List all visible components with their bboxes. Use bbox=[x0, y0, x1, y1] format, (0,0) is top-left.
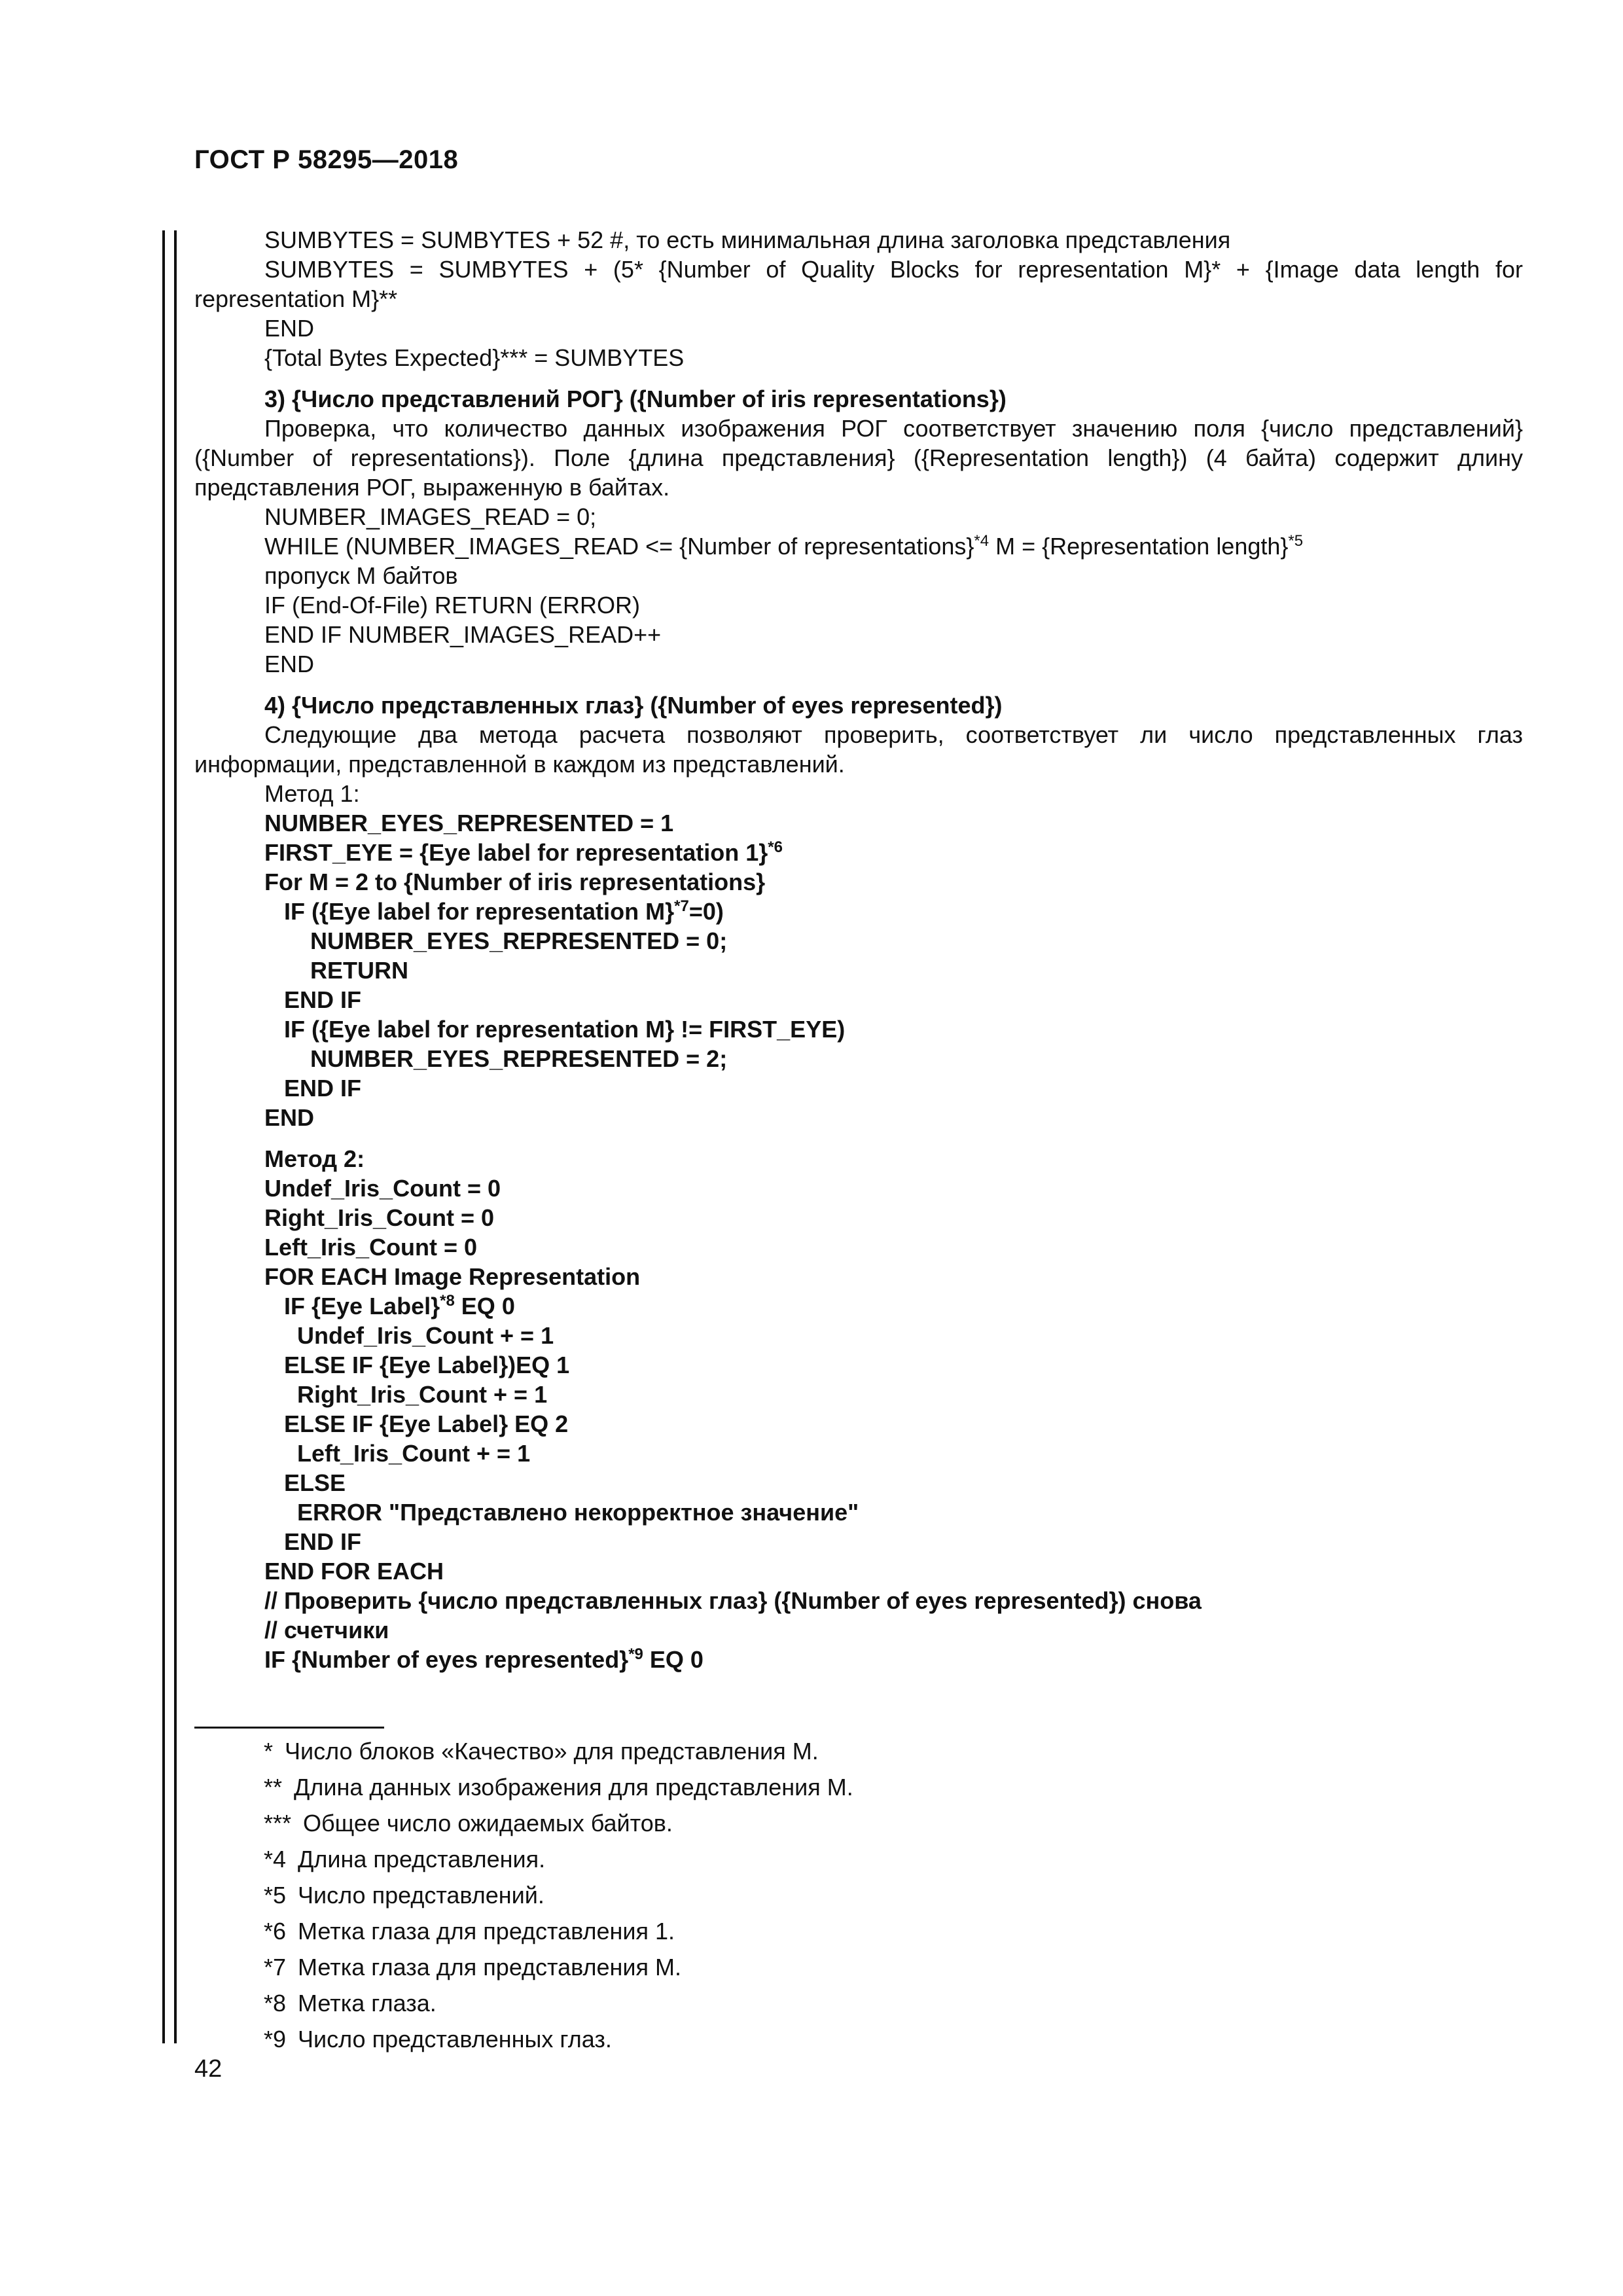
method-label: Метод 2: bbox=[264, 1145, 365, 1172]
footnote bbox=[264, 1769, 853, 1805]
code-line bbox=[194, 897, 1523, 926]
footnote-mark: *6 bbox=[264, 1918, 287, 1945]
footnote-mark: *** bbox=[264, 1810, 292, 1837]
footnote bbox=[264, 1949, 853, 1985]
code-text: IF {Eye Label} bbox=[264, 1293, 440, 1319]
code-text: IF ({Eye label for representation M} bbox=[264, 898, 675, 925]
code-line: {Total Bytes Expected}*** = SUMBYTES bbox=[264, 344, 685, 371]
code-line: END FOR EACH bbox=[264, 1558, 444, 1585]
code-line bbox=[194, 1291, 1523, 1321]
footnote-text: Число представленных глаз. bbox=[298, 2026, 612, 2053]
footnote-text: Метка глаза. bbox=[298, 1990, 437, 2017]
footnote-text: Число представлений. bbox=[298, 1882, 544, 1909]
code-line: END IF NUMBER_IMAGES_READ++ bbox=[264, 621, 662, 648]
footnote bbox=[264, 1733, 853, 1769]
code-line: // Проверить {число представленных глаз} ({Number of eyes represented}) снова bbox=[264, 1587, 1202, 1614]
change-bar-left bbox=[162, 230, 165, 2043]
code-line: Right_Iris_Count = 0 bbox=[264, 1204, 495, 1231]
code-text: EQ 0 bbox=[454, 1293, 515, 1319]
footnote-text: Число блоков «Качество» для представления M. bbox=[285, 1738, 819, 1765]
change-bar-right bbox=[174, 230, 177, 2043]
footnote-mark: *5 bbox=[264, 1882, 287, 1909]
footnote bbox=[264, 1877, 853, 1913]
code-line: ELSE bbox=[264, 1469, 346, 1496]
code-line: RETURN bbox=[264, 957, 409, 984]
code-line: NUMBER_EYES_REPRESENTED = 1 bbox=[264, 810, 674, 836]
footnote-mark: * bbox=[264, 1738, 274, 1765]
code-line: // счетчики bbox=[264, 1617, 389, 1643]
footnote-ref: *9 bbox=[628, 1645, 643, 1663]
code-line: Left_Iris_Count + = 1 bbox=[264, 1440, 531, 1467]
page-number: 42 bbox=[194, 2055, 223, 2083]
code-text: WHILE (NUMBER_IMAGES_READ <= {Number of representations} bbox=[264, 533, 974, 560]
code-line: ERROR "Представлено некорректное значение" bbox=[264, 1499, 859, 1526]
footnote-ref: *8 bbox=[440, 1292, 455, 1310]
code-line: END bbox=[264, 1104, 315, 1131]
footnote-separator bbox=[194, 1727, 384, 1729]
footnotes bbox=[264, 1733, 853, 2057]
code-line: IF (End-Of-File) RETURN (ERROR) bbox=[264, 592, 640, 619]
code-line bbox=[194, 1645, 1523, 1674]
code-line: Right_Iris_Count + = 1 bbox=[264, 1381, 548, 1408]
section-heading: 3) {Число представлений РОГ} ({Number of iris representations}) bbox=[264, 386, 1007, 412]
code-line: END IF bbox=[264, 1528, 362, 1555]
footnote-mark: *8 bbox=[264, 1990, 287, 2017]
code-line: END bbox=[264, 651, 315, 677]
code-line: пропуск M байтов bbox=[264, 562, 458, 589]
footnote-mark: *7 bbox=[264, 1954, 287, 1981]
code-line: END IF bbox=[264, 986, 362, 1013]
code-line: END IF bbox=[264, 1075, 362, 1102]
code-text: =0) bbox=[688, 898, 724, 925]
code-line: For M = 2 to {Number of iris representations} bbox=[264, 869, 766, 895]
footnote-text: Общее число ожидаемых байтов. bbox=[303, 1810, 673, 1837]
footnote bbox=[264, 1913, 853, 1949]
footnote bbox=[264, 1805, 853, 1841]
method-label: Метод 1: bbox=[264, 780, 360, 807]
section-paragraph: Проверка, что количество данных изображения РОГ соответствует значению поля {число представлений} ({Number of representations}). Поле {длина представления} ({Representation length}) (4 байта) содержит длину представления РОГ, выраженную в байтах. bbox=[194, 415, 1523, 501]
footnote-ref: *7 bbox=[674, 897, 689, 915]
footnote-mark: ** bbox=[264, 1774, 283, 1801]
code-line: NUMBER_IMAGES_READ = 0; bbox=[264, 503, 597, 530]
footnote-ref: *5 bbox=[1288, 532, 1304, 550]
code-line: IF ({Eye label for representation M} != FIRST_EYE) bbox=[264, 1016, 846, 1043]
code-line: Undef_Iris_Count = 0 bbox=[264, 1175, 501, 1202]
document-header: ГОСТ Р 58295—2018 bbox=[194, 145, 459, 174]
footnote-mark: *9 bbox=[264, 2026, 287, 2053]
code-line: END bbox=[264, 315, 315, 342]
code-text: IF {Number of eyes represented} bbox=[264, 1646, 629, 1673]
footnote-text: Длина данных изображения для представления M. bbox=[294, 1774, 853, 1801]
footnote-text: Длина представления. bbox=[298, 1846, 546, 1873]
footnote-mark: *4 bbox=[264, 1846, 287, 1873]
code-text: M = {Representation length} bbox=[989, 533, 1289, 560]
footnote-text: Метка глаза для представления 1. bbox=[298, 1918, 675, 1945]
code-line: NUMBER_EYES_REPRESENTED = 2; bbox=[264, 1045, 728, 1072]
code-line: ELSE IF {Eye Label} EQ 2 bbox=[264, 1410, 569, 1437]
code-text: FIRST_EYE = {Eye label for representation 1} bbox=[264, 839, 768, 866]
code-paragraph: SUMBYTES = SUMBYTES + (5* {Number of Quality Blocks for representation M}* + {Image data length for representation M}** bbox=[194, 256, 1523, 312]
code-line: Left_Iris_Count = 0 bbox=[264, 1234, 478, 1261]
code-line bbox=[194, 531, 1523, 561]
code-line: SUMBYTES = SUMBYTES + 52 #, то есть минимальная длина заголовка представления bbox=[264, 226, 1231, 253]
footnote-ref: *4 bbox=[974, 532, 990, 550]
page-body bbox=[194, 225, 1523, 1674]
footnote-text: Метка глаза для представления M. bbox=[298, 1954, 681, 1981]
code-line: Undef_Iris_Count + = 1 bbox=[264, 1322, 554, 1349]
code-line bbox=[194, 838, 1523, 867]
section-heading: 4) {Число представленных глаз} ({Number of eyes represented}) bbox=[264, 692, 1003, 719]
code-text: EQ 0 bbox=[643, 1646, 704, 1673]
footnote bbox=[264, 1841, 853, 1877]
code-line: FOR EACH Image Representation bbox=[264, 1263, 641, 1290]
section-paragraph: Следующие два метода расчета позволяют проверить, соответствует ли число представленных глаз информации, представленной в каждом из представлений. bbox=[194, 721, 1523, 778]
footnote-ref: *6 bbox=[768, 838, 783, 856]
footnote bbox=[264, 1985, 853, 2021]
footnote bbox=[264, 2021, 853, 2057]
code-line: NUMBER_EYES_REPRESENTED = 0; bbox=[264, 927, 728, 954]
code-line: ELSE IF {Eye Label})EQ 1 bbox=[264, 1352, 570, 1378]
